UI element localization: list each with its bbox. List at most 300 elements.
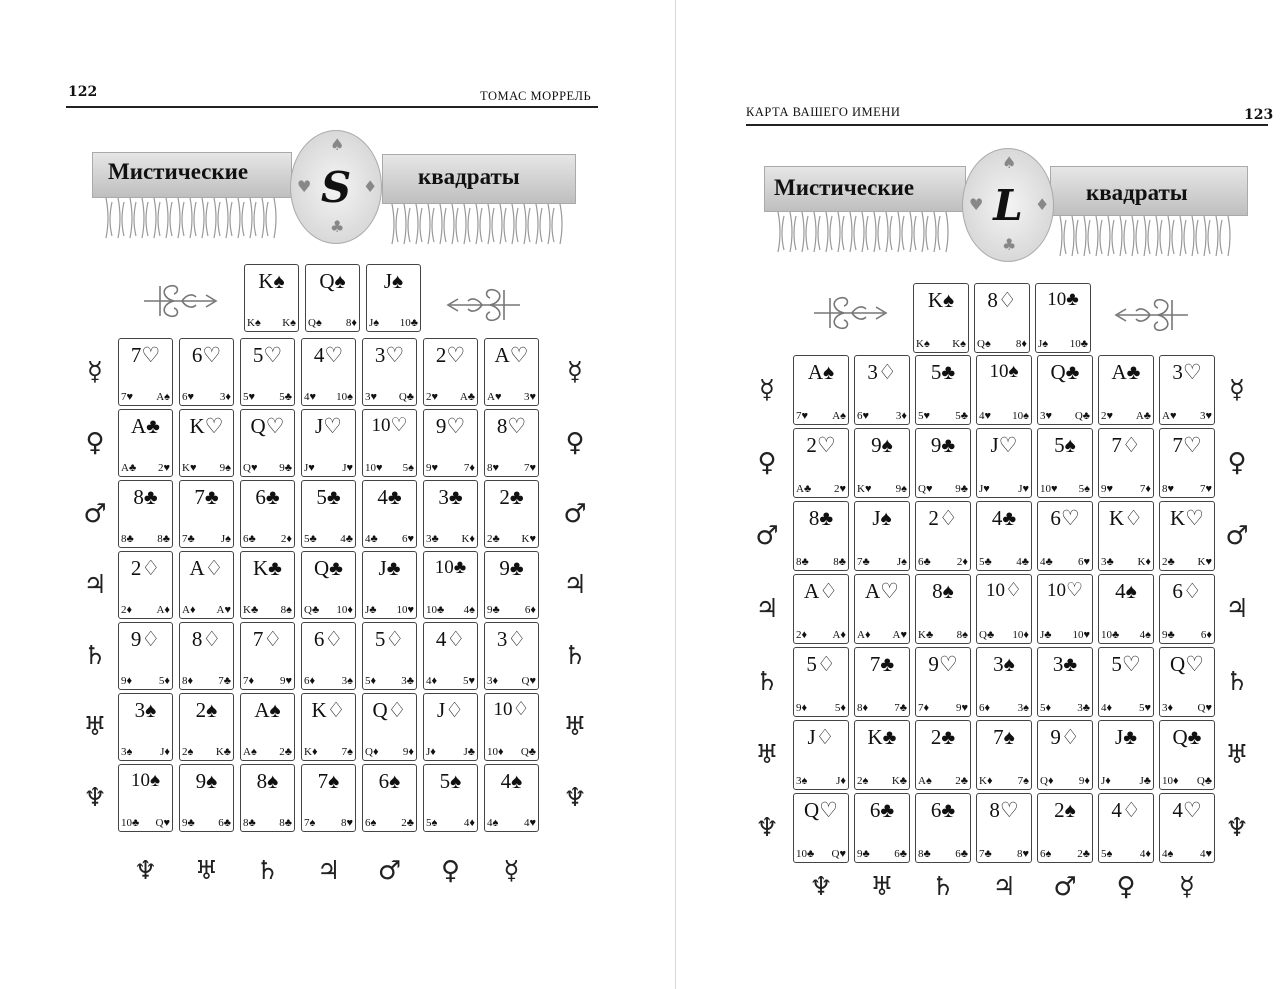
card-sub-a: 6♣ bbox=[918, 556, 931, 568]
planet-symbol-icon: ♆ bbox=[563, 783, 587, 813]
card-sub-b: 5♦ bbox=[834, 702, 846, 714]
planet-symbol-icon: ☿ bbox=[567, 357, 583, 387]
card-rank-suit: 10♣ bbox=[434, 557, 467, 578]
playing-card bbox=[179, 693, 234, 761]
card-sub-a: J♥ bbox=[979, 483, 990, 495]
card-sub-pair bbox=[1101, 702, 1151, 714]
playing-card bbox=[240, 338, 295, 406]
card-rank-suit: A♡ bbox=[494, 343, 529, 367]
heart-icon: ♥ bbox=[969, 195, 984, 214]
card-sub-pair bbox=[796, 848, 846, 860]
planet-symbol-icon: ♀ bbox=[1227, 448, 1247, 478]
playing-card bbox=[240, 622, 295, 690]
playing-card bbox=[1159, 647, 1215, 717]
card-rank-suit: J♢ bbox=[437, 698, 464, 722]
card-sub-pair bbox=[979, 629, 1029, 641]
header-rule bbox=[746, 124, 1268, 126]
card-rank-suit: 10♠ bbox=[989, 361, 1019, 382]
card-rank-suit: 4♢ bbox=[1111, 798, 1141, 822]
card-sub-pair bbox=[243, 817, 292, 829]
planet-symbol-icon: ♅ bbox=[83, 712, 107, 742]
card-sub-pair bbox=[121, 817, 170, 829]
card-sub-pair bbox=[243, 746, 292, 758]
card-sub-a: 2♠ bbox=[182, 746, 194, 758]
card-sub-pair bbox=[1162, 556, 1212, 568]
letter-medallion bbox=[290, 130, 382, 244]
card-rank-suit: Q♡ bbox=[804, 798, 838, 822]
card-sub-a: 2♦ bbox=[121, 604, 133, 616]
card-sub-a: K♥ bbox=[857, 483, 872, 495]
card-sub-b: 2♣ bbox=[401, 817, 414, 829]
card-sub-pair bbox=[121, 462, 170, 474]
card-sub-a: 3♦ bbox=[487, 675, 499, 687]
card-rank-suit: 10♡ bbox=[371, 415, 408, 436]
card-rank-suit: Q♣ bbox=[1172, 725, 1202, 749]
playing-card bbox=[362, 551, 417, 619]
running-head: КАРТА ВАШЕГО ИМЕНИ bbox=[746, 105, 901, 119]
card-sub-b: A♦ bbox=[832, 629, 846, 641]
planet-symbol-icon: ♂ bbox=[83, 499, 107, 529]
card-sub-b: Q♣ bbox=[398, 391, 414, 403]
playing-card bbox=[484, 764, 539, 832]
planet-symbol-icon: ♀ bbox=[440, 856, 461, 886]
card-sub-pair bbox=[918, 556, 968, 568]
card-sub-a: 2♣ bbox=[1162, 556, 1175, 568]
playing-card bbox=[484, 480, 539, 548]
planet-symbol-icon: ♅ bbox=[755, 740, 779, 770]
card-rank-suit: 8♡ bbox=[989, 798, 1019, 822]
card-rank-suit: 7♡ bbox=[1172, 433, 1202, 457]
card-sub-pair bbox=[918, 483, 968, 495]
playing-card bbox=[423, 622, 478, 690]
card-sub-a: 9♦ bbox=[121, 675, 133, 687]
planet-symbol-icon: ♃ bbox=[992, 872, 1016, 902]
playing-card bbox=[915, 428, 971, 498]
playing-card bbox=[362, 622, 417, 690]
header-rule bbox=[66, 106, 598, 108]
planet-symbol-icon: ♅ bbox=[1225, 740, 1249, 770]
banner-title-left: Мистические bbox=[108, 159, 249, 184]
card-rank-suit: Q♡ bbox=[250, 414, 285, 438]
card-rank-suit: 5♢ bbox=[806, 652, 836, 676]
card-rank-suit: 5♣ bbox=[316, 485, 341, 509]
card-sub-pair bbox=[857, 410, 907, 422]
planet-symbol-icon: ♆ bbox=[83, 783, 107, 813]
card-sub-pair bbox=[857, 483, 907, 495]
playing-card bbox=[423, 480, 478, 548]
card-sub-b: 2♦ bbox=[280, 533, 292, 545]
card-sub-pair bbox=[1162, 483, 1212, 495]
card-sub-pair bbox=[916, 338, 966, 350]
card-sub-pair bbox=[304, 391, 353, 403]
card-sub-a: 9♣ bbox=[1162, 629, 1175, 641]
card-sub-pair bbox=[1162, 848, 1212, 860]
card-sub-b: A♦ bbox=[156, 604, 170, 616]
card-sub-b: Q♥ bbox=[1197, 702, 1212, 714]
card-sub-pair bbox=[1040, 556, 1090, 568]
playing-card bbox=[484, 622, 539, 690]
card-sub-b: Q♥ bbox=[831, 848, 846, 860]
card-sub-pair bbox=[426, 533, 475, 545]
card-rank-suit: 3♢ bbox=[867, 360, 897, 384]
card-rank-suit: K♣ bbox=[867, 725, 897, 749]
card-sub-b: 6♦ bbox=[524, 604, 536, 616]
card-sub-b: K♠ bbox=[282, 317, 296, 329]
card-rank-suit: 5♡ bbox=[252, 343, 283, 367]
club-icon: ♣ bbox=[1002, 235, 1017, 254]
card-sub-b: J♦ bbox=[836, 775, 846, 787]
planet-symbol-icon: ♄ bbox=[255, 856, 280, 886]
card-sub-a: Q♠ bbox=[308, 317, 322, 329]
card-sub-a: 7♣ bbox=[182, 533, 195, 545]
card-rank-suit: J♣ bbox=[1115, 725, 1137, 749]
card-rank-suit: Q♢ bbox=[372, 698, 407, 722]
card-rank-suit: A♣ bbox=[1111, 360, 1141, 384]
card-sub-b: 7♠ bbox=[1017, 775, 1029, 787]
card-sub-pair bbox=[918, 702, 968, 714]
page-number: 122 bbox=[68, 84, 98, 100]
scroll-ornament-left bbox=[808, 292, 890, 334]
playing-card bbox=[1037, 355, 1093, 425]
card-sub-b: 3♠ bbox=[341, 675, 353, 687]
playing-card bbox=[244, 264, 299, 332]
planet-symbol-icon: ♃ bbox=[316, 856, 341, 886]
card-sub-a: K♦ bbox=[979, 775, 993, 787]
card-rank-suit: J♠ bbox=[872, 506, 892, 530]
planet-symbol-icon: ☿ bbox=[503, 856, 520, 886]
card-sub-pair bbox=[243, 462, 292, 474]
card-rank-suit: 5♡ bbox=[1111, 652, 1141, 676]
card-rank-suit: 7♡ bbox=[130, 343, 161, 367]
card-sub-a: 7♣ bbox=[857, 556, 870, 568]
card-sub-a: 8♣ bbox=[796, 556, 809, 568]
playing-card bbox=[301, 338, 356, 406]
playing-card bbox=[1159, 720, 1215, 790]
card-sub-a: 10♣ bbox=[1101, 629, 1120, 641]
card-sub-b: 4♣ bbox=[340, 533, 353, 545]
banner-fringe-right bbox=[1054, 214, 1240, 258]
playing-card bbox=[484, 409, 539, 477]
card-sub-pair bbox=[796, 775, 846, 787]
card-sub-b: 3♣ bbox=[401, 675, 414, 687]
card-sub-a: 6♥ bbox=[857, 410, 870, 422]
planet-symbol-icon: ☿ bbox=[759, 375, 775, 405]
planet-symbol-icon: ♅ bbox=[194, 856, 219, 886]
card-sub-a: 3♥ bbox=[365, 391, 378, 403]
playing-card bbox=[179, 551, 234, 619]
card-sub-a: 8♥ bbox=[1162, 483, 1175, 495]
planet-symbol-icon: ♄ bbox=[1225, 667, 1249, 697]
playing-card bbox=[118, 338, 173, 406]
card-sub-b: 5♠ bbox=[402, 462, 414, 474]
playing-card bbox=[240, 764, 295, 832]
playing-card bbox=[362, 480, 417, 548]
card-rank-suit: Q♠ bbox=[319, 269, 346, 293]
card-sub-a: J♥ bbox=[304, 462, 315, 474]
card-sub-b: 10♦ bbox=[336, 604, 353, 616]
playing-card bbox=[1098, 647, 1154, 717]
card-sub-pair bbox=[369, 317, 418, 329]
card-rank-suit: K♠ bbox=[927, 288, 955, 312]
card-rank-suit: 4♡ bbox=[313, 343, 344, 367]
card-sub-b: 4♣ bbox=[1016, 556, 1029, 568]
card-rank-suit: 6♣ bbox=[255, 485, 280, 509]
card-sub-b: Q♥ bbox=[155, 817, 170, 829]
playing-card bbox=[118, 764, 173, 832]
card-rank-suit: A♣ bbox=[131, 414, 160, 438]
playing-card bbox=[118, 480, 173, 548]
card-sub-a: 9♣ bbox=[857, 848, 870, 860]
card-rank-suit: J♠ bbox=[383, 269, 404, 293]
card-sub-pair bbox=[1040, 775, 1090, 787]
card-sub-b: 5♥ bbox=[462, 675, 475, 687]
card-sub-a: 7♠ bbox=[304, 817, 316, 829]
card-sub-b: 6♥ bbox=[1077, 556, 1090, 568]
card-sub-b: 8♦ bbox=[1015, 338, 1027, 350]
card-sub-b: 4♥ bbox=[1199, 848, 1212, 860]
card-sub-b: A♣ bbox=[1135, 410, 1151, 422]
playing-card bbox=[1037, 720, 1093, 790]
card-sub-pair bbox=[918, 775, 968, 787]
card-sub-pair bbox=[857, 556, 907, 568]
card-sub-b: K♥ bbox=[1197, 556, 1212, 568]
card-sub-b: 7♦ bbox=[1139, 483, 1151, 495]
card-rank-suit: K♣ bbox=[253, 556, 282, 580]
card-rank-suit: 6♣ bbox=[930, 798, 956, 822]
card-rank-suit: 3♡ bbox=[374, 343, 405, 367]
card-sub-b: 4♦ bbox=[463, 817, 475, 829]
card-rank-suit: 2♢ bbox=[130, 556, 161, 580]
card-rank-suit: 6♢ bbox=[1172, 579, 1202, 603]
playing-card bbox=[915, 647, 971, 717]
planet-symbol-icon: ♂ bbox=[1225, 521, 1249, 551]
playing-card bbox=[1098, 574, 1154, 644]
card-sub-pair bbox=[979, 775, 1029, 787]
card-sub-pair bbox=[1040, 848, 1090, 860]
playing-card bbox=[854, 793, 910, 863]
card-sub-b: J♥ bbox=[342, 462, 353, 474]
card-rank-suit: 7♢ bbox=[252, 627, 283, 651]
card-rank-suit: 4♣ bbox=[991, 506, 1017, 530]
playing-card bbox=[1098, 720, 1154, 790]
playing-card bbox=[1037, 428, 1093, 498]
card-sub-pair bbox=[1040, 410, 1090, 422]
playing-card bbox=[1037, 793, 1093, 863]
card-sub-a: 5♥ bbox=[918, 410, 931, 422]
card-sub-b: 7♠ bbox=[341, 746, 353, 758]
card-rank-suit: 4♡ bbox=[1172, 798, 1202, 822]
playing-card bbox=[305, 264, 360, 332]
playing-card bbox=[915, 720, 971, 790]
card-sub-b: 8♣ bbox=[157, 533, 170, 545]
playing-card bbox=[301, 551, 356, 619]
playing-card bbox=[362, 409, 417, 477]
medallion-letter: L bbox=[993, 181, 1023, 230]
card-sub-b: J♠ bbox=[896, 556, 907, 568]
playing-card bbox=[793, 428, 849, 498]
card-sub-pair bbox=[426, 462, 475, 474]
playing-card bbox=[793, 501, 849, 571]
playing-card bbox=[362, 338, 417, 406]
planet-symbol-icon: ♂ bbox=[377, 856, 402, 886]
card-sub-b: J♥ bbox=[1018, 483, 1029, 495]
card-sub-b: 2♥ bbox=[833, 483, 846, 495]
card-sub-pair bbox=[796, 556, 846, 568]
playing-card bbox=[118, 409, 173, 477]
card-sub-a: 2♦ bbox=[796, 629, 808, 641]
card-sub-pair bbox=[857, 629, 907, 641]
card-sub-b: A♥ bbox=[216, 604, 231, 616]
card-sub-pair bbox=[796, 629, 846, 641]
card-rank-suit: A♢ bbox=[804, 579, 838, 603]
card-sub-pair bbox=[487, 746, 536, 758]
card-sub-b: K♦ bbox=[1137, 556, 1151, 568]
card-sub-a: 3♥ bbox=[1040, 410, 1053, 422]
card-sub-pair bbox=[182, 533, 231, 545]
card-rank-suit: 5♣ bbox=[930, 360, 956, 384]
playing-card bbox=[1159, 793, 1215, 863]
card-sub-a: 7♦ bbox=[918, 702, 930, 714]
card-sub-b: K♣ bbox=[891, 775, 907, 787]
card-sub-b: J♣ bbox=[463, 746, 475, 758]
card-sub-b: 9♠ bbox=[895, 483, 907, 495]
card-rank-suit: 4♠ bbox=[500, 769, 523, 793]
playing-card bbox=[793, 355, 849, 425]
card-rank-suit: 3♠ bbox=[993, 652, 1015, 676]
playing-card bbox=[854, 355, 910, 425]
card-sub-pair bbox=[243, 391, 292, 403]
card-sub-pair bbox=[1040, 629, 1090, 641]
planet-symbol-icon: ♄ bbox=[83, 641, 107, 671]
playing-card bbox=[423, 551, 478, 619]
playing-card bbox=[301, 480, 356, 548]
playing-card bbox=[179, 338, 234, 406]
card-rank-suit: 2♡ bbox=[435, 343, 466, 367]
card-sub-a: K♣ bbox=[918, 629, 934, 641]
card-rank-suit: 6♠ bbox=[378, 769, 401, 793]
card-sub-a: 8♥ bbox=[487, 462, 500, 474]
card-rank-suit: 10♢ bbox=[985, 580, 1023, 601]
card-sub-a: 9♥ bbox=[1101, 483, 1114, 495]
card-rank-suit: A♠ bbox=[254, 698, 281, 722]
card-rank-suit: 9♡ bbox=[435, 414, 466, 438]
card-sub-a: Q♥ bbox=[243, 462, 258, 474]
card-sub-a: K♥ bbox=[182, 462, 197, 474]
card-sub-a: 2♣ bbox=[487, 533, 500, 545]
card-sub-pair bbox=[1101, 410, 1151, 422]
card-sub-b: K♥ bbox=[521, 533, 536, 545]
page-number: 123 bbox=[1244, 107, 1274, 123]
card-sub-pair bbox=[979, 702, 1029, 714]
scroll-ornament-right bbox=[1112, 294, 1194, 336]
card-sub-a: 5♣ bbox=[304, 533, 317, 545]
card-rank-suit: K♠ bbox=[258, 269, 285, 293]
card-sub-b: K♣ bbox=[215, 746, 231, 758]
card-sub-pair bbox=[487, 675, 536, 687]
planet-symbol-icon: ♂ bbox=[755, 521, 779, 551]
card-sub-a: Q♦ bbox=[365, 746, 379, 758]
card-sub-a: 2♥ bbox=[1101, 410, 1114, 422]
card-sub-a: 7♥ bbox=[796, 410, 809, 422]
card-rank-suit: 2♠ bbox=[195, 698, 218, 722]
playing-card bbox=[976, 793, 1032, 863]
card-rank-suit: 3♢ bbox=[496, 627, 527, 651]
card-rank-suit: 8♠ bbox=[932, 579, 954, 603]
planet-symbol-icon: ♃ bbox=[1225, 594, 1249, 624]
card-rank-suit: 6♣ bbox=[869, 798, 895, 822]
card-sub-a: J♣ bbox=[1040, 629, 1052, 641]
card-sub-b: 8♥ bbox=[1016, 848, 1029, 860]
card-sub-pair bbox=[304, 675, 353, 687]
card-sub-pair bbox=[426, 817, 475, 829]
playing-card bbox=[976, 574, 1032, 644]
card-rank-suit: K♢ bbox=[311, 698, 346, 722]
card-sub-pair bbox=[121, 391, 170, 403]
card-rank-suit: K♢ bbox=[1109, 506, 1143, 530]
card-sub-b: 8♣ bbox=[833, 556, 846, 568]
card-sub-pair bbox=[426, 675, 475, 687]
club-icon: ♣ bbox=[330, 217, 345, 236]
card-sub-pair bbox=[487, 533, 536, 545]
playing-card bbox=[1098, 355, 1154, 425]
playing-card bbox=[484, 338, 539, 406]
card-rank-suit: 9♣ bbox=[499, 556, 524, 580]
card-sub-b: 5♣ bbox=[955, 410, 968, 422]
card-sub-pair bbox=[243, 604, 292, 616]
card-sub-a: A♥ bbox=[487, 391, 502, 403]
planet-symbol-icon: ♄ bbox=[563, 641, 587, 671]
card-sub-b: 6♦ bbox=[1200, 629, 1212, 641]
card-rank-suit: 7♣ bbox=[869, 652, 895, 676]
letter-medallion bbox=[962, 148, 1054, 262]
card-sub-a: 5♣ bbox=[979, 556, 992, 568]
card-rank-suit: 10♠ bbox=[130, 770, 161, 791]
card-sub-pair bbox=[304, 533, 353, 545]
card-rank-suit: 8♢ bbox=[191, 627, 222, 651]
card-rank-suit: 3♡ bbox=[1172, 360, 1202, 384]
playing-card bbox=[1159, 501, 1215, 571]
card-sub-a: K♦ bbox=[304, 746, 318, 758]
card-sub-a: 3♦ bbox=[1162, 702, 1174, 714]
planet-symbol-icon: ♅ bbox=[563, 712, 587, 742]
planet-symbol-icon: ☿ bbox=[1229, 375, 1245, 405]
card-sub-a: 9♦ bbox=[796, 702, 808, 714]
card-sub-b: J♦ bbox=[160, 746, 170, 758]
card-sub-b: 2♥ bbox=[157, 462, 170, 474]
card-sub-a: 3♣ bbox=[1101, 556, 1114, 568]
card-sub-pair bbox=[121, 746, 170, 758]
card-sub-pair bbox=[979, 556, 1029, 568]
card-sub-a: Q♦ bbox=[1040, 775, 1054, 787]
card-sub-b: A♠ bbox=[156, 391, 170, 403]
card-sub-pair bbox=[487, 462, 536, 474]
card-sub-a: 8♦ bbox=[182, 675, 194, 687]
card-rank-suit: 3♠ bbox=[134, 698, 157, 722]
card-sub-pair bbox=[1038, 338, 1088, 350]
card-sub-pair bbox=[365, 604, 414, 616]
card-sub-b: Q♥ bbox=[521, 675, 536, 687]
card-sub-pair bbox=[1040, 483, 1090, 495]
playing-card bbox=[915, 793, 971, 863]
playing-card bbox=[1159, 355, 1215, 425]
planet-symbol-icon: ♃ bbox=[83, 570, 107, 600]
card-sub-pair bbox=[182, 675, 231, 687]
card-sub-a: A♣ bbox=[121, 462, 137, 474]
card-sub-b: 6♣ bbox=[955, 848, 968, 860]
card-sub-a: K♠ bbox=[247, 317, 261, 329]
card-sub-a: 5♠ bbox=[1101, 848, 1113, 860]
card-rank-suit: 8♢ bbox=[987, 288, 1017, 312]
